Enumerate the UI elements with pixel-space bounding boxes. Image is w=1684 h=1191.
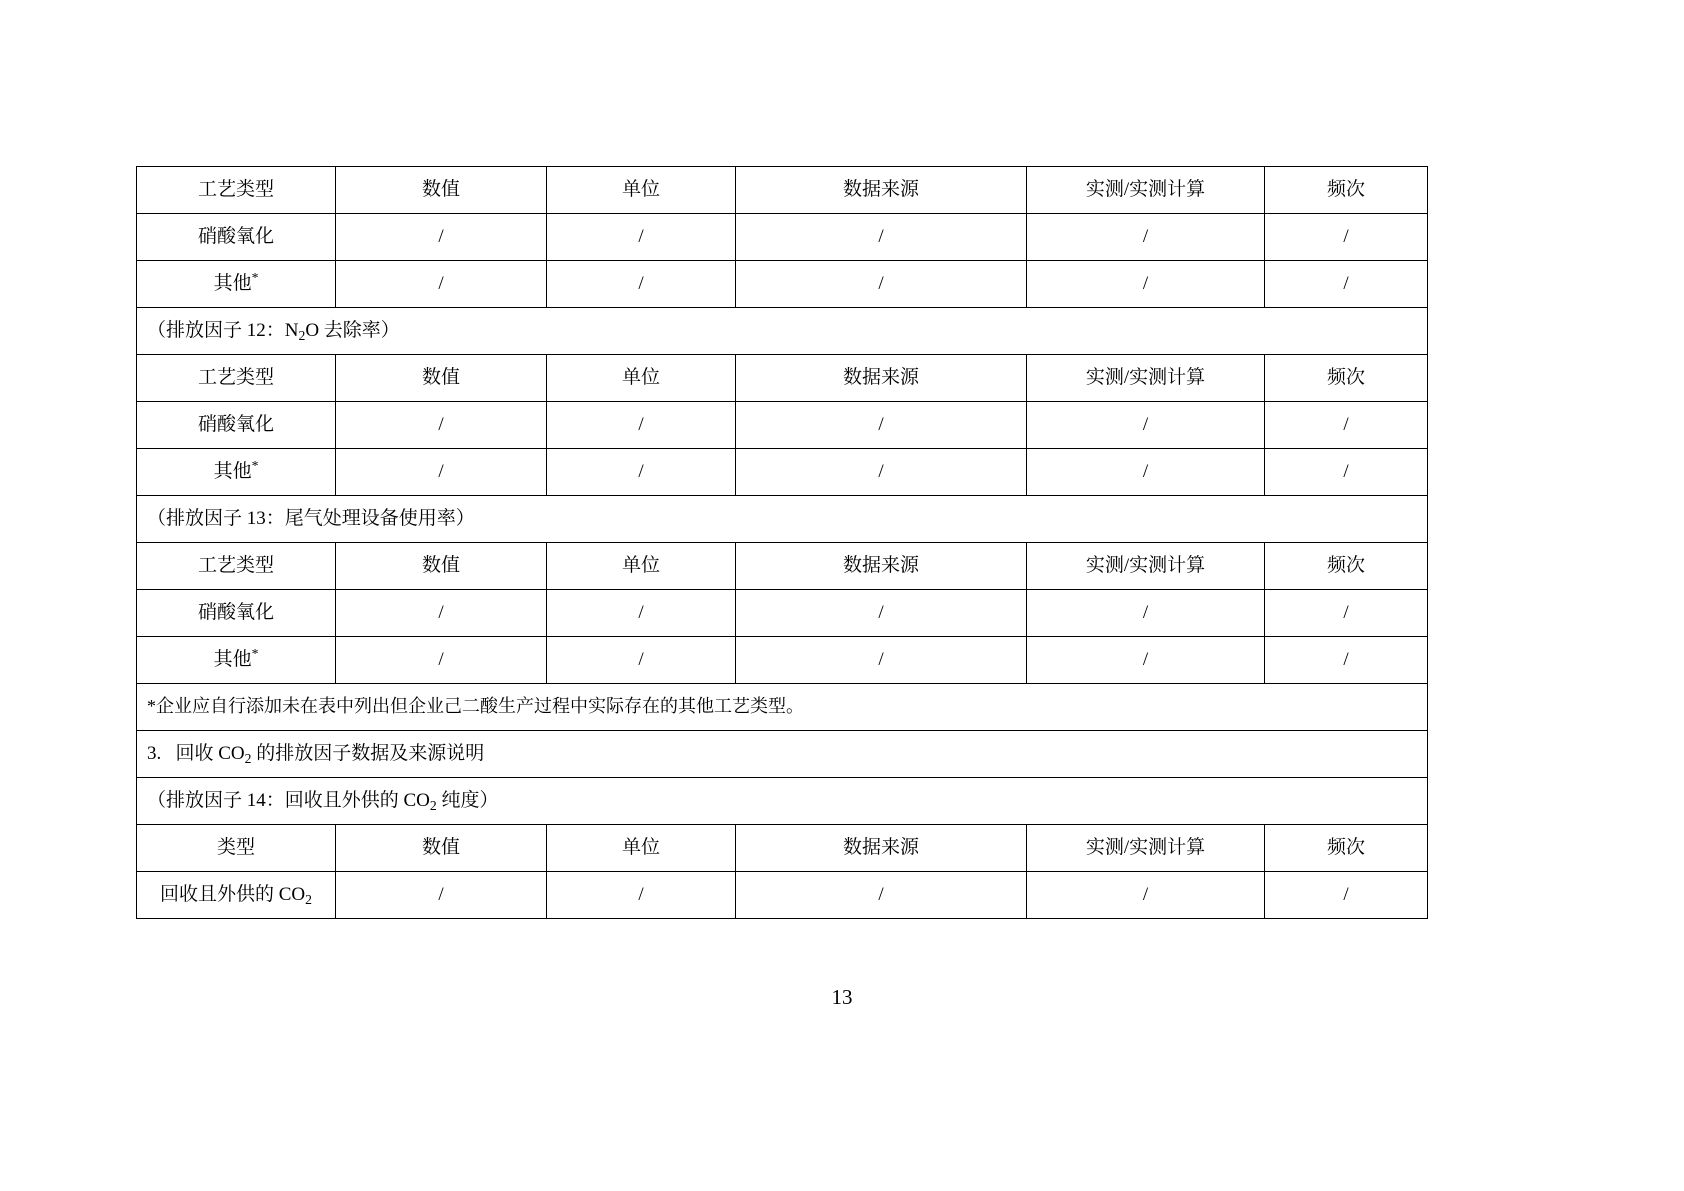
cell-data-source: /: [736, 402, 1027, 449]
table-row: [137, 214, 1428, 261]
section-text-after: 的排放因子数据及来源说明: [251, 742, 485, 764]
table-row: [137, 449, 1428, 496]
cell-frequency: /: [1265, 590, 1428, 637]
cell-value: /: [336, 402, 547, 449]
cell-value: /: [336, 637, 547, 684]
cell-measurement: /: [1027, 872, 1265, 919]
caption-suffix: O 去除率）: [305, 319, 400, 341]
row-label-recovered-co2: [137, 872, 336, 919]
section-heading-row: [137, 731, 1428, 778]
cell-data-source: /: [736, 872, 1027, 919]
cell-frequency: /: [1265, 449, 1428, 496]
section-text-before: 回收 CO: [175, 742, 245, 764]
cell-measurement: /: [1027, 261, 1265, 308]
cell-measurement: /: [1027, 402, 1265, 449]
row-label-other: [137, 637, 336, 684]
column-header-value: 数值: [336, 355, 547, 402]
column-header-process-type: 工艺类型: [137, 167, 336, 214]
table-header-row: [137, 167, 1428, 214]
footnote-text: *企业应自行添加未在表中列出但企业己二酸生产过程中实际存在的其他工艺类型。: [137, 684, 1428, 731]
cell-value: /: [336, 872, 547, 919]
table-row: [137, 590, 1428, 637]
cell-data-source: /: [736, 590, 1027, 637]
column-header-unit: 单位: [547, 167, 736, 214]
cell-value: /: [336, 261, 547, 308]
caption-factor-12: [137, 308, 1428, 355]
row-label-text: 回收且外供的 CO: [160, 883, 306, 905]
column-header-unit: 单位: [547, 355, 736, 402]
column-header-type: 类型: [137, 825, 336, 872]
caption-row-factor-13: [137, 496, 1428, 543]
page-number: 13: [831, 985, 853, 1009]
column-header-data-source: 数据来源: [736, 167, 1027, 214]
column-header-value: 数值: [336, 543, 547, 590]
column-header-measurement: 实测/实测计算: [1027, 167, 1265, 214]
row-label-subscript: 2: [305, 891, 312, 907]
row-label-nitric-oxidation: 硝酸氧化: [137, 402, 336, 449]
cell-unit: /: [547, 872, 736, 919]
cell-unit: /: [547, 214, 736, 261]
table-row: [137, 402, 1428, 449]
cell-data-source: /: [736, 214, 1027, 261]
column-header-measurement: 实测/实测计算: [1027, 825, 1265, 872]
caption-subscript: 2: [298, 327, 306, 343]
column-header-frequency: 频次: [1265, 355, 1428, 402]
row-label-other-text: 其他: [213, 272, 252, 294]
caption-row-factor-14: [137, 778, 1428, 825]
section-number: 3.: [147, 742, 162, 764]
column-header-frequency: 频次: [1265, 167, 1428, 214]
cell-measurement: /: [1027, 214, 1265, 261]
footnote-row: [137, 684, 1428, 731]
cell-data-source: /: [736, 261, 1027, 308]
column-header-measurement: 实测/实测计算: [1027, 355, 1265, 402]
column-header-unit: 单位: [547, 825, 736, 872]
row-label-other-text: 其他: [213, 460, 252, 482]
section-subscript: 2: [244, 750, 252, 766]
cell-data-source: /: [736, 637, 1027, 684]
row-label-other: [137, 449, 336, 496]
footnote-marker: *: [251, 645, 259, 661]
cell-frequency: /: [1265, 402, 1428, 449]
cell-frequency: /: [1265, 214, 1428, 261]
cell-unit: /: [547, 261, 736, 308]
caption-factor-13: （排放因子 13：尾气处理设备使用率）: [137, 496, 1428, 543]
caption-subscript: 2: [429, 797, 437, 813]
cell-unit: /: [547, 449, 736, 496]
row-label-other-text: 其他: [213, 648, 252, 670]
cell-frequency: /: [1265, 261, 1428, 308]
table-header-row: [137, 825, 1428, 872]
cell-measurement: /: [1027, 637, 1265, 684]
footnote-marker: *: [251, 269, 259, 285]
caption-factor-14: [137, 778, 1428, 825]
cell-value: /: [336, 214, 547, 261]
cell-unit: /: [547, 590, 736, 637]
caption-row-factor-12: [137, 308, 1428, 355]
column-header-process-type: 工艺类型: [137, 355, 336, 402]
cell-value: /: [336, 590, 547, 637]
cell-measurement: /: [1027, 590, 1265, 637]
table-row: [137, 872, 1428, 919]
column-header-data-source: 数据来源: [736, 825, 1027, 872]
column-header-measurement: 实测/实测计算: [1027, 543, 1265, 590]
cell-value: /: [336, 449, 547, 496]
column-header-frequency: 频次: [1265, 543, 1428, 590]
table-row: [137, 261, 1428, 308]
row-label-nitric-oxidation: 硝酸氧化: [137, 590, 336, 637]
column-header-value: 数值: [336, 825, 547, 872]
column-header-process-type: 工艺类型: [137, 543, 336, 590]
cell-data-source: /: [736, 449, 1027, 496]
caption-prefix: （排放因子 12：N: [147, 319, 299, 341]
cell-unit: /: [547, 637, 736, 684]
emission-factor-table: [136, 166, 1428, 919]
footnote-marker: *: [251, 457, 259, 473]
cell-frequency: /: [1265, 637, 1428, 684]
cell-measurement: /: [1027, 449, 1265, 496]
caption-prefix: （排放因子 14：回收且外供的 CO: [147, 789, 430, 811]
column-header-unit: 单位: [547, 543, 736, 590]
caption-suffix: 纯度）: [436, 789, 499, 811]
table-header-row: [137, 543, 1428, 590]
row-label-other: [137, 261, 336, 308]
row-label-nitric-oxidation: 硝酸氧化: [137, 214, 336, 261]
column-header-frequency: 频次: [1265, 825, 1428, 872]
table-row: [137, 637, 1428, 684]
column-header-value: 数值: [336, 167, 547, 214]
cell-unit: /: [547, 402, 736, 449]
section-heading: [137, 731, 1428, 778]
column-header-data-source: 数据来源: [736, 355, 1027, 402]
column-header-data-source: 数据来源: [736, 543, 1027, 590]
table-header-row: [137, 355, 1428, 402]
cell-frequency: /: [1265, 872, 1428, 919]
